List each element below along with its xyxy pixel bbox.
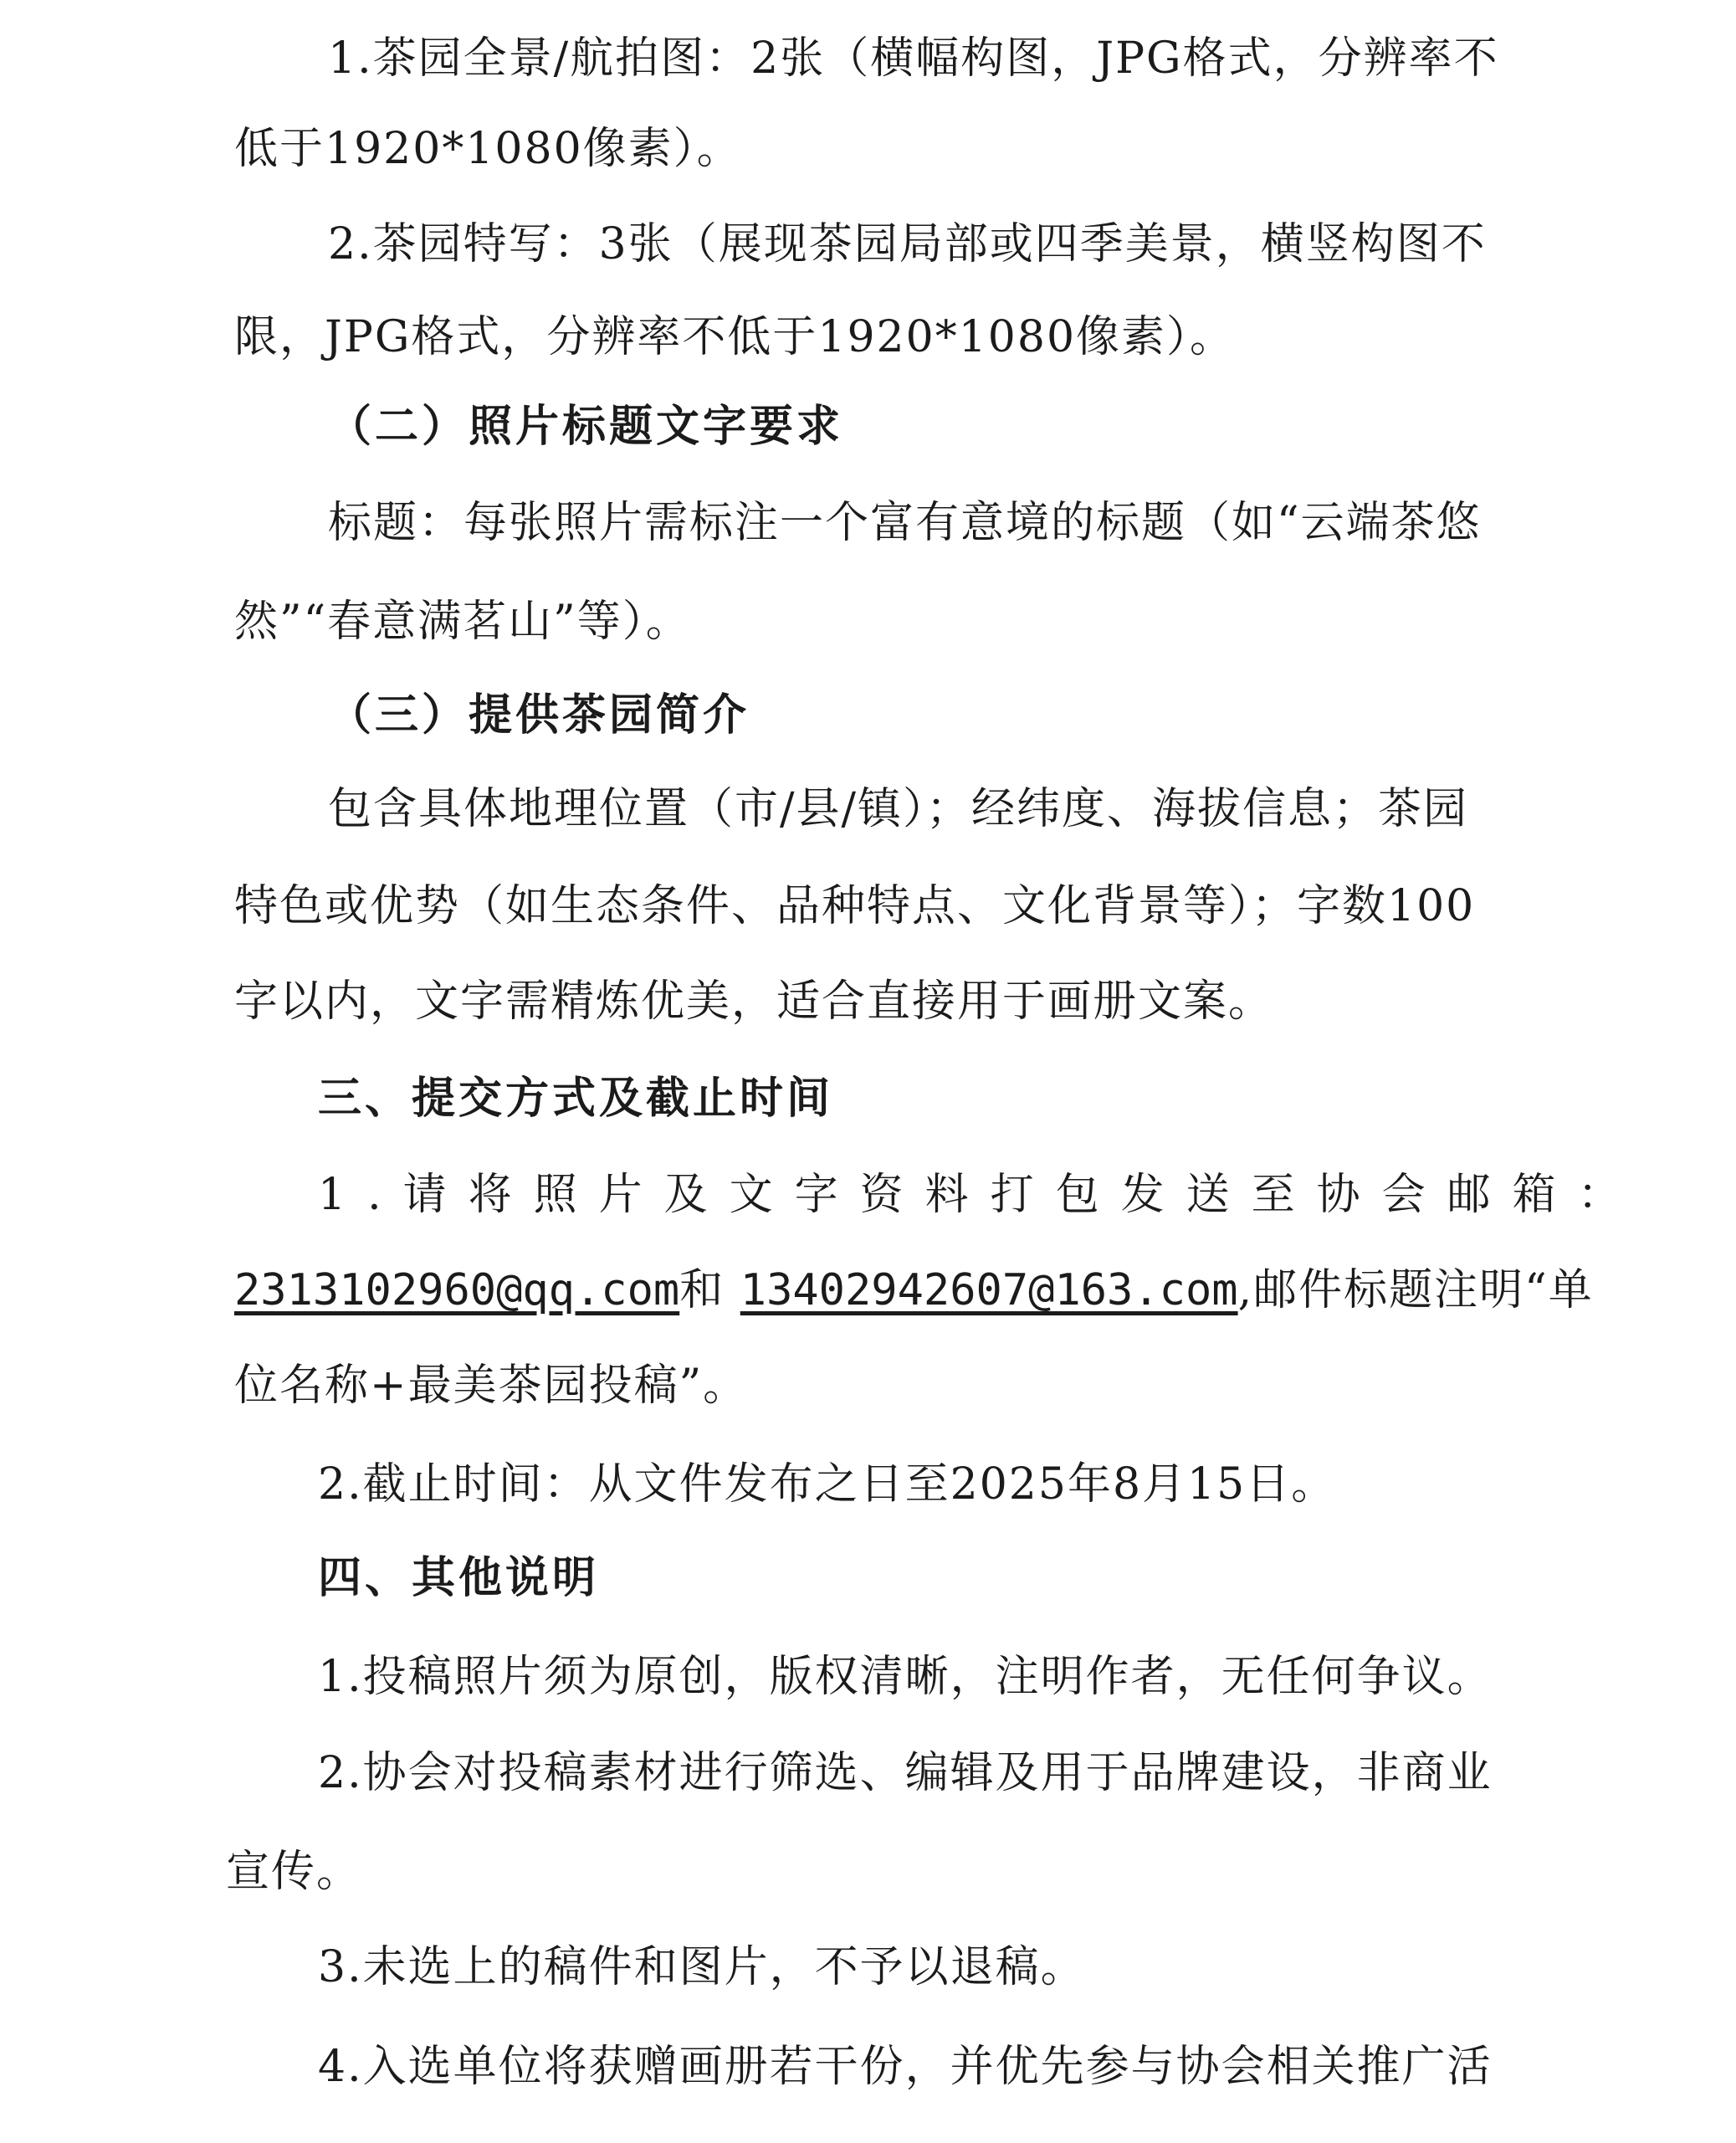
section-heading-title-requirements: （二）照片标题文字要求 <box>328 402 844 452</box>
text-line-note-4: 4.入选单位将获赠画册若干份，并优先参与协会相关推广活 <box>318 2042 1493 2092</box>
text-line-title-requirement: 标题：每张照片需标注一个富有意境的标题（如“云端茶悠 <box>328 498 1482 548</box>
section-heading-submission: 三、提交方式及截止时间 <box>318 1074 834 1124</box>
text-line-deadline: 2.截止时间：从文件发布之日至2025年8月15日。 <box>318 1459 1337 1510</box>
email-link-qq[interactable]: 2313102960@qq.com <box>234 1265 680 1315</box>
email-conjunction: 和 <box>679 1265 725 1315</box>
text-line-email-subject-cont: 位名称+最美茶园投稿”。 <box>234 1361 749 1411</box>
text-line-submission-1: 1.请将照片及文字资料打包发送至协会邮箱： <box>318 1170 1643 1220</box>
text-line-intro-2: 特色或优势（如生态条件、品种特点、文化背景等）；字数100 <box>234 881 1476 931</box>
text-line-note-3: 3.未选上的稿件和图片，不予以退稿。 <box>318 1942 1086 1992</box>
text-line-note-2: 2.协会对投稿素材进行筛选、编辑及用于品牌建设，非商业 <box>318 1748 1493 1798</box>
text-line-photo-requirement-2-cont: 限，JPG格式，分辨率不低于1920*1080像素）。 <box>234 312 1236 362</box>
email-link-163[interactable]: 13402942607@163.com <box>740 1265 1238 1315</box>
text-line-note-2-cont: 宣传。 <box>226 1847 362 1897</box>
text-line-intro-1: 包含具体地理位置（市/县/镇）；经纬度、海拔信息；茶园 <box>328 784 1469 834</box>
text-line-title-requirement-cont: 然”“春意满茗山”等）。 <box>234 597 691 647</box>
email-subject-note: ,邮件标题注明“单 <box>1237 1265 1594 1315</box>
text-line-photo-requirement-1-cont: 低于1920*1080像素）。 <box>234 124 742 174</box>
text-line-intro-3: 字以内，文字需精炼优美，适合直接用于画册文案。 <box>234 977 1274 1027</box>
text-line-photo-requirement-1: 1.茶园全景/航拍图：2张（横幅构图，JPG格式，分辨率不 <box>328 33 1499 84</box>
section-heading-garden-intro: （三）提供茶园简介 <box>328 690 750 741</box>
text-line-photo-requirement-2: 2.茶园特写：3张（展现茶园局部或四季美景，横竖构图不 <box>328 219 1487 269</box>
text-line-note-1: 1.投稿照片须为原创，版权清晰，注明作者，无任何争议。 <box>318 1652 1493 1702</box>
section-heading-other-notes: 四、其他说明 <box>318 1553 600 1603</box>
text-line-email-addresses <box>234 1265 1594 1315</box>
